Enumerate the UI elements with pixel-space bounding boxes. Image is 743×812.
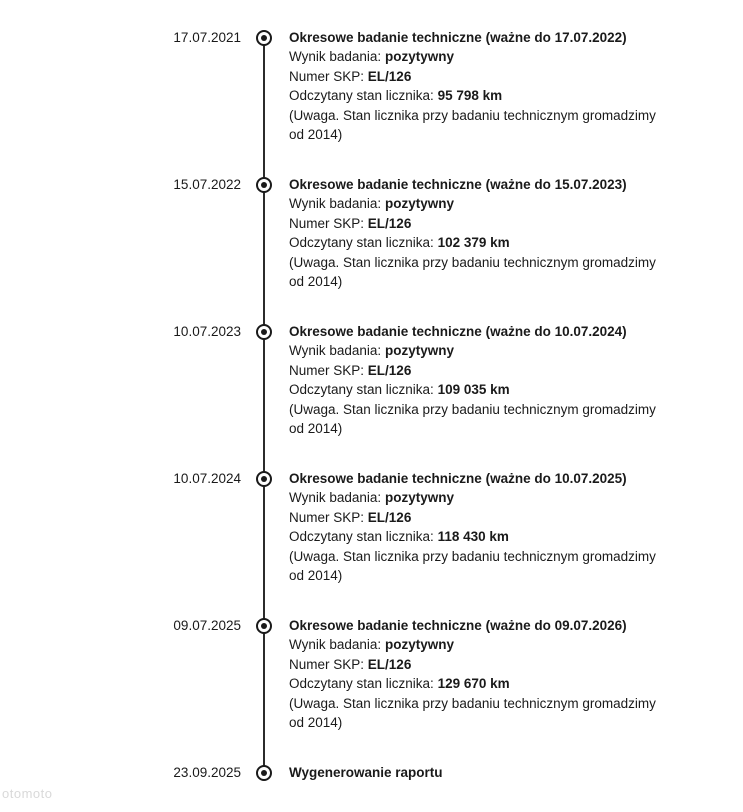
event-date: 23.09.2025 xyxy=(173,765,241,780)
result-value: pozytywny xyxy=(384,637,454,653)
event-title: Okresowe badanie techniczne (ważne do 10.07.2024) xyxy=(289,324,627,339)
event-skp xyxy=(289,655,689,674)
event-details xyxy=(289,469,689,585)
event-title: Okresowe badanie techniczne (ważne do 17.07.2022) xyxy=(289,30,627,45)
skp-value: EL/126 xyxy=(367,68,412,84)
result-label: Wynik badania: xyxy=(289,49,382,65)
event-skp xyxy=(289,361,689,380)
event-title: Okresowe badanie techniczne (ważne do 15.07.2023) xyxy=(289,177,627,192)
result-value: pozytywny xyxy=(384,49,454,65)
odometer-label: Odczytany stan licznika: xyxy=(289,88,434,104)
event-details xyxy=(289,322,689,438)
odometer-label: Odczytany stan licznika: xyxy=(289,235,434,251)
skp-value: EL/126 xyxy=(367,509,412,525)
event-note: (Uwaga. Stan licznika przy badaniu technicznym gromadzimy od 2014) xyxy=(289,548,656,584)
event-date: 17.07.2021 xyxy=(173,30,241,45)
result-label: Wynik badania: xyxy=(289,196,382,212)
odometer-value: 118 430 km xyxy=(437,529,509,545)
event-odometer xyxy=(289,527,689,546)
event-details xyxy=(289,763,689,782)
result-label: Wynik badania: xyxy=(289,490,382,506)
event-title: Okresowe badanie techniczne (ważne do 09.07.2026) xyxy=(289,618,627,633)
event-odometer xyxy=(289,233,689,252)
skp-label: Numer SKP: xyxy=(289,509,365,525)
event-note: (Uwaga. Stan licznika przy badaniu technicznym gromadzimy od 2014) xyxy=(289,107,656,143)
event-title: Okresowe badanie techniczne (ważne do 10.07.2025) xyxy=(289,471,627,486)
skp-label: Numer SKP: xyxy=(289,215,365,231)
timeline-line xyxy=(263,36,265,775)
result-value: pozytywny xyxy=(384,490,454,506)
event-note: (Uwaga. Stan licznika przy badaniu technicznym gromadzimy od 2014) xyxy=(289,401,656,437)
event-note: (Uwaga. Stan licznika przy badaniu technicznym gromadzimy od 2014) xyxy=(289,695,656,731)
odometer-value: 129 670 km xyxy=(437,676,510,692)
odometer-label: Odczytany stan licznika: xyxy=(289,529,434,545)
event-odometer xyxy=(289,674,689,693)
event-date: 10.07.2023 xyxy=(173,324,241,339)
odometer-value: 95 798 km xyxy=(437,88,503,104)
skp-label: Numer SKP: xyxy=(289,362,365,378)
skp-label: Numer SKP: xyxy=(289,68,365,84)
event-date: 10.07.2024 xyxy=(173,471,241,486)
event-result xyxy=(289,341,689,360)
event-title: Wygenerowanie raportu xyxy=(289,765,443,780)
odometer-value: 109 035 km xyxy=(437,382,510,398)
event-result xyxy=(289,488,689,507)
timeline-dot-icon xyxy=(256,765,272,781)
event-skp xyxy=(289,214,689,233)
timeline-dot-icon xyxy=(256,30,272,46)
skp-value: EL/126 xyxy=(367,362,412,378)
event-odometer xyxy=(289,86,689,105)
result-value: pozytywny xyxy=(384,196,454,212)
event-details xyxy=(289,616,689,732)
timeline-dot-icon xyxy=(256,471,272,487)
skp-label: Numer SKP: xyxy=(289,656,365,672)
event-result xyxy=(289,194,689,213)
timeline-dot-icon xyxy=(256,618,272,634)
event-note: (Uwaga. Stan licznika przy badaniu technicznym gromadzimy od 2014) xyxy=(289,254,656,290)
watermark-logo: otomoto xyxy=(2,786,53,801)
event-result xyxy=(289,635,689,654)
odometer-value: 102 379 km xyxy=(437,235,510,251)
result-value: pozytywny xyxy=(384,343,454,359)
event-odometer xyxy=(289,380,689,399)
skp-value: EL/126 xyxy=(367,656,412,672)
event-details xyxy=(289,28,689,144)
event-result xyxy=(289,47,689,66)
event-skp xyxy=(289,508,689,527)
event-date: 09.07.2025 xyxy=(173,618,241,633)
timeline-dot-icon xyxy=(256,177,272,193)
skp-value: EL/126 xyxy=(367,215,412,231)
result-label: Wynik badania: xyxy=(289,637,382,653)
result-label: Wynik badania: xyxy=(289,343,382,359)
event-date: 15.07.2022 xyxy=(173,177,241,192)
odometer-label: Odczytany stan licznika: xyxy=(289,676,434,692)
odometer-label: Odczytany stan licznika: xyxy=(289,382,434,398)
event-details xyxy=(289,175,689,291)
event-skp xyxy=(289,67,689,86)
timeline-dot-icon xyxy=(256,324,272,340)
